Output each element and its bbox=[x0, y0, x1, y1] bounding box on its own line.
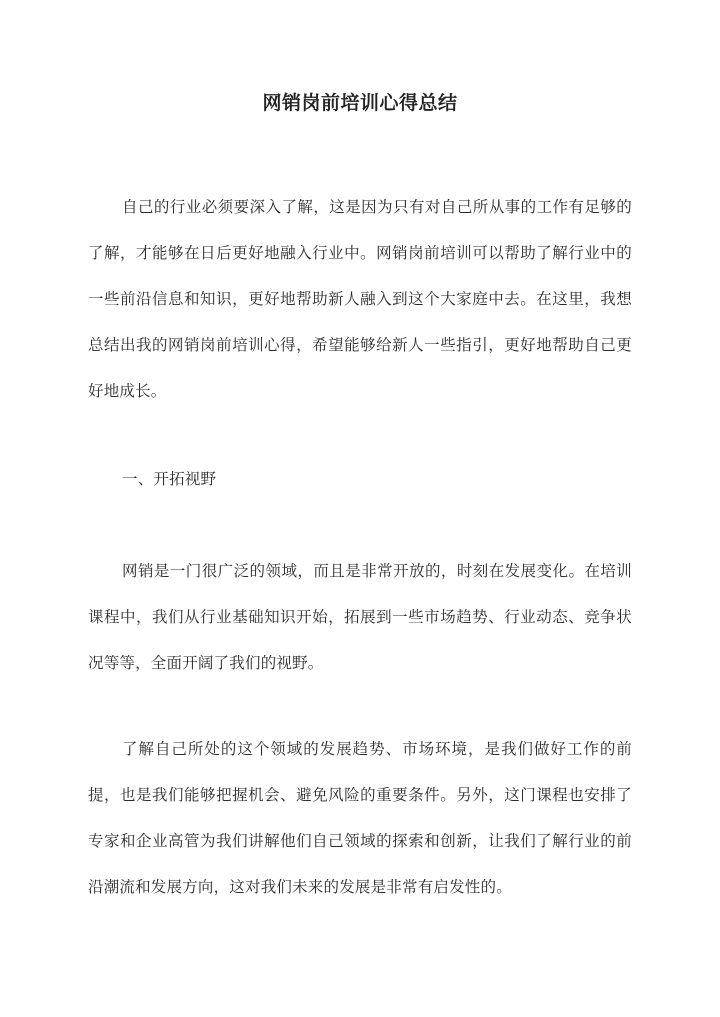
intro-paragraph: 自己的行业必须要深入了解，这是因为只有对自己所从事的工作有足够的了解，才能够在日后更好地融入行业中。网销岗前培训可以帮助了解行业中的一些前沿信息和知识，更好地帮助新人融入到这个大家庭中去。在这里，我想总结出我的网销岗前培训心得，希望能够给新人一些指引，更好地帮助自己更好地成长。 bbox=[88, 198, 632, 400]
body-paragraph-horizons: 网销是一门很广泛的领域，而且是非常开放的，时刻在发展变化。在培训课程中，我们从行业基础知识开始，拓展到一些市场趋势、行业动态、竞争状况等等，全面开阔了我们的视野。 bbox=[88, 562, 632, 672]
document-title: 网销岗前培训心得总结 bbox=[262, 92, 458, 114]
body-paragraph-trends: 了解自己所处的这个领域的发展趋势、市场环境，是我们做好工作的前提，也是我们能够把握机会、避免风险的重要条件。另外，这门课程也安排了专家和企业高管为我们讲解他们自己领域的探索和创新，让我们了解行业的前沿潮流和发展方向，这对我们未来的发展是非常有启发性的。 bbox=[88, 740, 632, 896]
section-heading-broaden-horizons: 一、开拓视野 bbox=[122, 470, 217, 488]
